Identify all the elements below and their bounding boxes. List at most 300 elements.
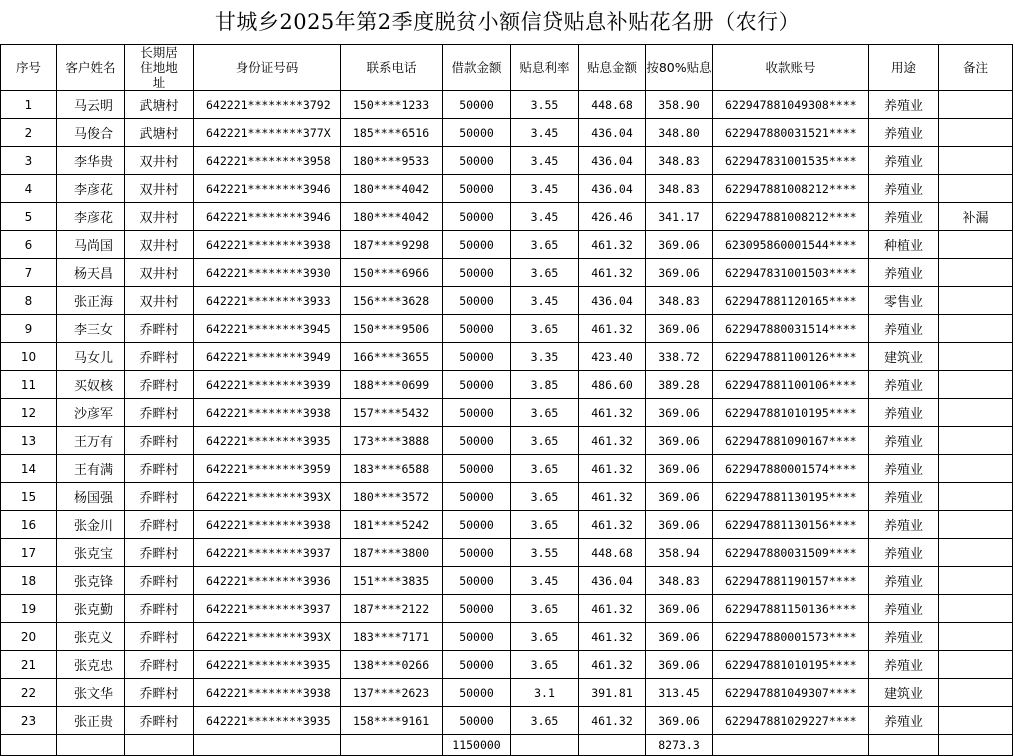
cell-customer-name: 张克勤 (57, 595, 125, 623)
cell-customer-name: 买奴核 (57, 371, 125, 399)
cell-id-number: 642221********3945 (194, 315, 341, 343)
cell-subsidy-amount: 448.68 (579, 91, 646, 119)
cell-account-number: 622947881150136**** (713, 595, 869, 623)
cell-remarks (939, 91, 1013, 119)
cell-subsidy-amount: 461.32 (579, 427, 646, 455)
roster-body (1, 91, 1013, 735)
cell-remarks (939, 343, 1013, 371)
cell-id-number: 642221********3949 (194, 343, 341, 371)
cell-account-number: 622947881130195**** (713, 483, 869, 511)
cell-subsidy-rate: 3.65 (511, 623, 579, 651)
totals-cell-empty (1, 735, 57, 756)
cell-subsidy-amount: 461.32 (579, 483, 646, 511)
cell-id-number: 642221********3938 (194, 399, 341, 427)
cell-remarks (939, 595, 1013, 623)
cell-subsidy-80: 369.06 (646, 315, 713, 343)
cell-loan-amount: 50000 (443, 147, 511, 175)
header-id-number: 身份证号码 (194, 45, 341, 91)
cell-residence: 双井村 (125, 259, 194, 287)
cell-subsidy-amount: 436.04 (579, 175, 646, 203)
cell-loan-amount: 50000 (443, 175, 511, 203)
cell-subsidy-80: 369.06 (646, 511, 713, 539)
cell-purpose: 养殖业 (869, 175, 939, 203)
cell-index: 22 (1, 679, 57, 707)
cell-residence: 乔畔村 (125, 315, 194, 343)
cell-index: 1 (1, 91, 57, 119)
cell-subsidy-80: 348.83 (646, 147, 713, 175)
cell-subsidy-80: 369.06 (646, 623, 713, 651)
cell-purpose: 养殖业 (869, 427, 939, 455)
cell-purpose: 建筑业 (869, 679, 939, 707)
table-row (1, 371, 1013, 399)
cell-customer-name: 张正海 (57, 287, 125, 315)
cell-customer-name: 马俊合 (57, 119, 125, 147)
cell-id-number: 642221********3935 (194, 707, 341, 735)
cell-phone: 187****2122 (341, 595, 443, 623)
cell-phone: 180****9533 (341, 147, 443, 175)
cell-customer-name: 张克锋 (57, 567, 125, 595)
cell-customer-name: 张文华 (57, 679, 125, 707)
totals-cell-empty (341, 735, 443, 756)
cell-customer-name: 杨国强 (57, 483, 125, 511)
table-row (1, 287, 1013, 315)
cell-subsidy-80: 358.90 (646, 91, 713, 119)
cell-index: 4 (1, 175, 57, 203)
cell-subsidy-amount: 461.32 (579, 399, 646, 427)
header-customer-name: 客户姓名 (57, 45, 125, 91)
cell-subsidy-rate: 3.65 (511, 455, 579, 483)
cell-subsidy-rate: 3.55 (511, 91, 579, 119)
cell-loan-amount: 50000 (443, 399, 511, 427)
cell-residence: 乔畔村 (125, 707, 194, 735)
cell-subsidy-rate: 3.65 (511, 707, 579, 735)
cell-customer-name: 王万有 (57, 427, 125, 455)
cell-residence: 乔畔村 (125, 679, 194, 707)
cell-residence: 乔畔村 (125, 623, 194, 651)
cell-subsidy-amount: 461.32 (579, 259, 646, 287)
cell-purpose: 养殖业 (869, 651, 939, 679)
cell-id-number: 642221********3938 (194, 679, 341, 707)
cell-account-number: 622947831001535**** (713, 147, 869, 175)
cell-residence: 乔畔村 (125, 595, 194, 623)
cell-purpose: 养殖业 (869, 371, 939, 399)
cell-phone: 166****3655 (341, 343, 443, 371)
cell-loan-amount: 50000 (443, 595, 511, 623)
cell-account-number: 622947881008212**** (713, 203, 869, 231)
cell-account-number: 622947881120165**** (713, 287, 869, 315)
cell-account-number: 622947881130156**** (713, 511, 869, 539)
cell-subsidy-amount: 423.40 (579, 343, 646, 371)
table-row (1, 231, 1013, 259)
cell-index: 5 (1, 203, 57, 231)
header-account-number: 收款账号 (713, 45, 869, 91)
cell-purpose: 养殖业 (869, 91, 939, 119)
cell-purpose: 养殖业 (869, 315, 939, 343)
cell-subsidy-80: 369.06 (646, 455, 713, 483)
cell-customer-name: 张金川 (57, 511, 125, 539)
cell-purpose: 零售业 (869, 287, 939, 315)
cell-subsidy-amount: 486.60 (579, 371, 646, 399)
cell-phone: 180****4042 (341, 175, 443, 203)
cell-index: 21 (1, 651, 57, 679)
cell-index: 8 (1, 287, 57, 315)
cell-id-number: 642221********3938 (194, 511, 341, 539)
cell-subsidy-80: 348.80 (646, 119, 713, 147)
table-row (1, 595, 1013, 623)
header-phone: 联系电话 (341, 45, 443, 91)
cell-loan-amount: 50000 (443, 259, 511, 287)
cell-residence: 武塘村 (125, 91, 194, 119)
cell-customer-name: 张克忠 (57, 651, 125, 679)
subsidy-80-total: 8273.3 (646, 735, 713, 756)
cell-subsidy-80: 369.06 (646, 231, 713, 259)
cell-subsidy-80: 348.83 (646, 175, 713, 203)
cell-subsidy-rate: 3.65 (511, 511, 579, 539)
cell-purpose: 养殖业 (869, 259, 939, 287)
cell-residence: 乔畔村 (125, 427, 194, 455)
cell-remarks (939, 231, 1013, 259)
cell-account-number: 622947881049308**** (713, 91, 869, 119)
cell-account-number: 622947881100126**** (713, 343, 869, 371)
cell-subsidy-amount: 461.32 (579, 511, 646, 539)
cell-subsidy-amount: 461.32 (579, 315, 646, 343)
cell-phone: 180****4042 (341, 203, 443, 231)
header-subsidy-amount: 贴息金额 (579, 45, 646, 91)
cell-subsidy-rate: 3.65 (511, 231, 579, 259)
cell-purpose: 养殖业 (869, 147, 939, 175)
cell-loan-amount: 50000 (443, 567, 511, 595)
cell-subsidy-rate: 3.65 (511, 483, 579, 511)
cell-residence: 乔畔村 (125, 483, 194, 511)
cell-loan-amount: 50000 (443, 623, 511, 651)
header-row (1, 45, 1013, 91)
cell-account-number: 622947881190157**** (713, 567, 869, 595)
cell-remarks (939, 147, 1013, 175)
table-row (1, 707, 1013, 735)
cell-subsidy-amount: 461.32 (579, 231, 646, 259)
cell-subsidy-rate: 3.65 (511, 315, 579, 343)
cell-index: 6 (1, 231, 57, 259)
cell-customer-name: 沙彦军 (57, 399, 125, 427)
totals-row (1, 735, 1013, 756)
cell-subsidy-rate: 3.45 (511, 119, 579, 147)
cell-index: 12 (1, 399, 57, 427)
cell-subsidy-amount: 461.32 (579, 623, 646, 651)
table-row (1, 455, 1013, 483)
cell-loan-amount: 50000 (443, 119, 511, 147)
cell-subsidy-80: 369.06 (646, 259, 713, 287)
cell-subsidy-amount: 461.32 (579, 651, 646, 679)
cell-id-number: 642221********3935 (194, 651, 341, 679)
cell-customer-name: 李三女 (57, 315, 125, 343)
cell-subsidy-80: 348.83 (646, 567, 713, 595)
cell-purpose: 养殖业 (869, 595, 939, 623)
cell-loan-amount: 50000 (443, 679, 511, 707)
table-row (1, 343, 1013, 371)
table-row (1, 259, 1013, 287)
cell-loan-amount: 50000 (443, 455, 511, 483)
cell-phone: 183****6588 (341, 455, 443, 483)
cell-remarks (939, 651, 1013, 679)
table-row (1, 175, 1013, 203)
cell-customer-name: 李彦花 (57, 175, 125, 203)
cell-subsidy-amount: 448.68 (579, 539, 646, 567)
cell-phone: 157****5432 (341, 399, 443, 427)
cell-account-number: 622947881029227**** (713, 707, 869, 735)
cell-purpose: 养殖业 (869, 119, 939, 147)
cell-remarks (939, 259, 1013, 287)
cell-purpose: 养殖业 (869, 511, 939, 539)
cell-subsidy-amount: 426.46 (579, 203, 646, 231)
cell-customer-name: 杨天昌 (57, 259, 125, 287)
cell-index: 23 (1, 707, 57, 735)
cell-phone: 150****9506 (341, 315, 443, 343)
subsidy-roster-table (0, 44, 1013, 756)
cell-remarks (939, 399, 1013, 427)
totals-cell-empty (713, 735, 869, 756)
cell-remarks (939, 315, 1013, 343)
cell-subsidy-rate: 3.65 (511, 651, 579, 679)
header-subsidy-80: 按80%贴息 (646, 45, 713, 91)
totals-cell-empty (194, 735, 341, 756)
cell-phone: 181****5242 (341, 511, 443, 539)
table-row (1, 119, 1013, 147)
cell-remarks (939, 707, 1013, 735)
cell-remarks (939, 567, 1013, 595)
cell-subsidy-80: 341.17 (646, 203, 713, 231)
cell-customer-name: 李彦花 (57, 203, 125, 231)
cell-index: 14 (1, 455, 57, 483)
totals-cell-empty (511, 735, 579, 756)
cell-purpose: 养殖业 (869, 623, 939, 651)
cell-purpose: 养殖业 (869, 539, 939, 567)
cell-loan-amount: 50000 (443, 483, 511, 511)
table-row (1, 483, 1013, 511)
header-subsidy-rate: 贴息利率 (511, 45, 579, 91)
totals-cell-empty (57, 735, 125, 756)
cell-subsidy-rate: 3.65 (511, 427, 579, 455)
table-row (1, 147, 1013, 175)
cell-account-number: 622947880031521**** (713, 119, 869, 147)
cell-id-number: 642221********393X (194, 483, 341, 511)
cell-residence: 武塘村 (125, 119, 194, 147)
cell-index: 17 (1, 539, 57, 567)
cell-id-number: 642221********3937 (194, 595, 341, 623)
cell-account-number: 622947881100106**** (713, 371, 869, 399)
cell-customer-name: 王有满 (57, 455, 125, 483)
totals-cell-empty (939, 735, 1013, 756)
cell-index: 20 (1, 623, 57, 651)
cell-subsidy-80: 338.72 (646, 343, 713, 371)
cell-residence: 双井村 (125, 231, 194, 259)
cell-id-number: 642221********3958 (194, 147, 341, 175)
cell-customer-name: 张克义 (57, 623, 125, 651)
cell-loan-amount: 50000 (443, 315, 511, 343)
cell-account-number: 622947881090167**** (713, 427, 869, 455)
cell-subsidy-amount: 461.32 (579, 455, 646, 483)
cell-id-number: 642221********3939 (194, 371, 341, 399)
cell-purpose: 养殖业 (869, 399, 939, 427)
cell-subsidy-amount: 436.04 (579, 147, 646, 175)
cell-customer-name: 李华贵 (57, 147, 125, 175)
cell-id-number: 642221********3946 (194, 203, 341, 231)
header-purpose: 用途 (869, 45, 939, 91)
cell-phone: 187****9298 (341, 231, 443, 259)
cell-subsidy-amount: 436.04 (579, 119, 646, 147)
cell-loan-amount: 50000 (443, 539, 511, 567)
cell-index: 16 (1, 511, 57, 539)
table-row (1, 539, 1013, 567)
cell-index: 9 (1, 315, 57, 343)
cell-loan-amount: 50000 (443, 371, 511, 399)
cell-residence: 乔畔村 (125, 371, 194, 399)
cell-phone: 158****9161 (341, 707, 443, 735)
cell-phone: 156****3628 (341, 287, 443, 315)
cell-subsidy-80: 313.45 (646, 679, 713, 707)
cell-index: 10 (1, 343, 57, 371)
cell-id-number: 642221********3930 (194, 259, 341, 287)
header-index: 序号 (1, 45, 57, 91)
cell-index: 13 (1, 427, 57, 455)
table-row (1, 511, 1013, 539)
cell-purpose: 养殖业 (869, 483, 939, 511)
totals-cell-empty (125, 735, 194, 756)
cell-index: 15 (1, 483, 57, 511)
cell-id-number: 642221********3946 (194, 175, 341, 203)
cell-loan-amount: 50000 (443, 231, 511, 259)
cell-subsidy-rate: 3.1 (511, 679, 579, 707)
table-row (1, 399, 1013, 427)
cell-remarks (939, 175, 1013, 203)
cell-residence: 乔畔村 (125, 511, 194, 539)
cell-account-number: 622947831001503**** (713, 259, 869, 287)
cell-phone: 150****6966 (341, 259, 443, 287)
cell-account-number: 622947880031509**** (713, 539, 869, 567)
cell-residence: 乔畔村 (125, 399, 194, 427)
cell-purpose: 种植业 (869, 231, 939, 259)
cell-subsidy-rate: 3.65 (511, 259, 579, 287)
cell-customer-name: 马女儿 (57, 343, 125, 371)
cell-subsidy-rate: 3.45 (511, 175, 579, 203)
cell-phone: 185****6516 (341, 119, 443, 147)
cell-id-number: 642221********393X (194, 623, 341, 651)
cell-account-number: 622947880001573**** (713, 623, 869, 651)
cell-account-number: 622947881010195**** (713, 651, 869, 679)
cell-loan-amount: 50000 (443, 287, 511, 315)
table-row (1, 679, 1013, 707)
cell-account-number: 622947880001574**** (713, 455, 869, 483)
cell-phone: 180****3572 (341, 483, 443, 511)
cell-purpose: 建筑业 (869, 343, 939, 371)
cell-subsidy-rate: 3.35 (511, 343, 579, 371)
cell-index: 2 (1, 119, 57, 147)
cell-id-number: 642221********3935 (194, 427, 341, 455)
cell-loan-amount: 50000 (443, 511, 511, 539)
cell-id-number: 642221********3792 (194, 91, 341, 119)
cell-customer-name: 马尚国 (57, 231, 125, 259)
cell-account-number: 622947881010195**** (713, 399, 869, 427)
cell-index: 3 (1, 147, 57, 175)
cell-subsidy-80: 369.06 (646, 595, 713, 623)
cell-phone: 138****0266 (341, 651, 443, 679)
cell-subsidy-amount: 436.04 (579, 287, 646, 315)
cell-subsidy-80: 369.06 (646, 427, 713, 455)
table-row (1, 427, 1013, 455)
cell-subsidy-80: 389.28 (646, 371, 713, 399)
table-row (1, 623, 1013, 651)
cell-remarks (939, 455, 1013, 483)
cell-subsidy-amount: 391.81 (579, 679, 646, 707)
cell-residence: 双井村 (125, 203, 194, 231)
table-row (1, 567, 1013, 595)
loan-total: 1150000 (443, 735, 511, 756)
cell-remarks (939, 427, 1013, 455)
cell-loan-amount: 50000 (443, 707, 511, 735)
cell-customer-name: 张克宝 (57, 539, 125, 567)
cell-subsidy-rate: 3.55 (511, 539, 579, 567)
cell-residence: 双井村 (125, 287, 194, 315)
cell-remarks (939, 623, 1013, 651)
cell-subsidy-rate: 3.85 (511, 371, 579, 399)
cell-subsidy-rate: 3.65 (511, 399, 579, 427)
cell-remarks (939, 539, 1013, 567)
cell-customer-name: 马云明 (57, 91, 125, 119)
cell-loan-amount: 50000 (443, 427, 511, 455)
cell-id-number: 642221********3959 (194, 455, 341, 483)
cell-subsidy-80: 358.94 (646, 539, 713, 567)
cell-residence: 乔畔村 (125, 539, 194, 567)
cell-loan-amount: 50000 (443, 91, 511, 119)
cell-loan-amount: 50000 (443, 203, 511, 231)
cell-id-number: 642221********377X (194, 119, 341, 147)
header-residence-address: 长期居住地地址 (125, 45, 194, 91)
cell-phone: 188****0699 (341, 371, 443, 399)
cell-remarks (939, 119, 1013, 147)
cell-phone: 173****3888 (341, 427, 443, 455)
document-title: 甘城乡2025年第2季度脱贫小额信贷贴息补贴花名册（农行） (214, 10, 801, 34)
cell-account-number: 623095860001544**** (713, 231, 869, 259)
cell-index: 11 (1, 371, 57, 399)
cell-id-number: 642221********3936 (194, 567, 341, 595)
cell-residence: 乔畔村 (125, 567, 194, 595)
table-row (1, 651, 1013, 679)
cell-index: 19 (1, 595, 57, 623)
table-row (1, 315, 1013, 343)
cell-residence: 乔畔村 (125, 651, 194, 679)
cell-residence: 乔畔村 (125, 343, 194, 371)
cell-phone: 137****2623 (341, 679, 443, 707)
cell-subsidy-80: 348.83 (646, 287, 713, 315)
cell-customer-name: 张正贵 (57, 707, 125, 735)
header-loan-amount: 借款金额 (443, 45, 511, 91)
cell-subsidy-rate: 3.45 (511, 203, 579, 231)
cell-residence: 双井村 (125, 175, 194, 203)
cell-account-number: 622947881049307**** (713, 679, 869, 707)
cell-subsidy-amount: 436.04 (579, 567, 646, 595)
cell-subsidy-rate: 3.65 (511, 595, 579, 623)
cell-subsidy-80: 369.06 (646, 707, 713, 735)
cell-id-number: 642221********3937 (194, 539, 341, 567)
cell-account-number: 622947880031514**** (713, 315, 869, 343)
cell-loan-amount: 50000 (443, 651, 511, 679)
cell-purpose: 养殖业 (869, 455, 939, 483)
cell-subsidy-rate: 3.45 (511, 287, 579, 315)
totals-cell-empty (869, 735, 939, 756)
cell-residence: 双井村 (125, 147, 194, 175)
cell-phone: 183****7171 (341, 623, 443, 651)
cell-id-number: 642221********3933 (194, 287, 341, 315)
cell-phone: 150****1233 (341, 91, 443, 119)
